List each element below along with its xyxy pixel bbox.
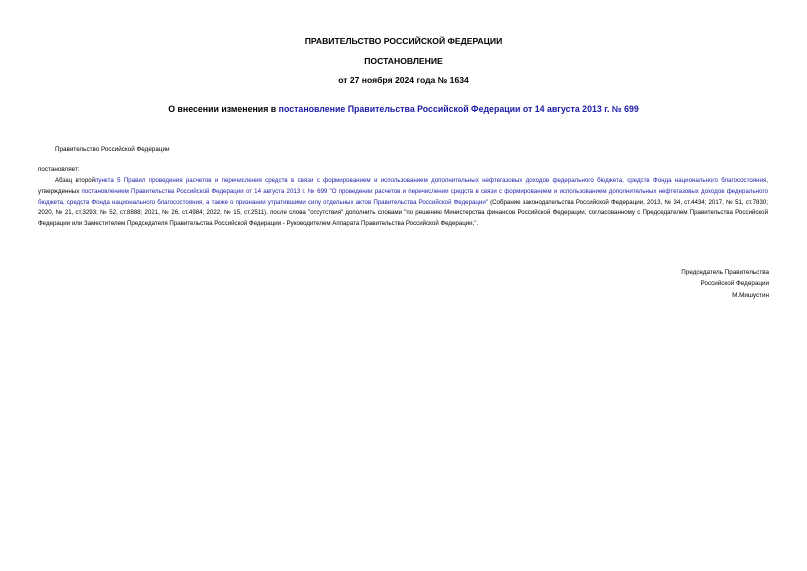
- date-number-heading: от 27 ноября 2024 года № 1634: [338, 75, 469, 85]
- subject-heading: [0, 104, 807, 115]
- issuer-text: Правительство Российской Федерации: [55, 146, 170, 153]
- amended-decree-link[interactable]: постановление Правительства Российской Федерации от 14 августа 2013 г. № 699: [278, 104, 639, 114]
- amendment-paragraph: [38, 176, 768, 230]
- government-heading: ПРАВИТЕЛЬСТВО РОССИЙСКОЙ ФЕДЕРАЦИИ: [304, 36, 503, 46]
- source-decree-link[interactable]: постановлением Правительства Российской Федерации от 14 августа 2013 г. № 699 "О проведении расчетов и перечислении средств в связи с формированием и использованием дополнительных нефтегазовых доходов федерального бюджета, средств Фонда национального благосостояния, а также о признании утратившими силу отдельных актов Правительства Российской Федерации": [38, 187, 768, 206]
- paragraph-mid: , утвержденных: [38, 177, 768, 195]
- signature-position-line1: Председатель Правительства: [681, 269, 769, 276]
- signature-block: [681, 267, 769, 301]
- document-type-heading: ПОСТАНОВЛЕНИЕ: [364, 56, 443, 66]
- paragraph-start: Абзац второй: [55, 177, 96, 184]
- signature-position-line2: Российской Федерации: [700, 280, 769, 288]
- signature-name: М.Мишустин: [732, 291, 769, 299]
- subject-prefix: О внесении изменения в: [168, 104, 279, 114]
- paragraph-end: (Собрание законодательства Российской Федерации, 2013, № 34, ст.4434; 2017, № 51, ст.7830; 2020, № 21, ст.3293; № 52, ст.8888; 2021, № 26, ст.4984; 2022, № 15, ст.2511), после слова "отсутствия" дополнить словами "по решению Министерства финансов Российской Федерации, согласованному с Председателем Правительства Российской Федерации или Заместителем Председателя Правительства Российской Федерации - Руководителем Аппарата Правительства Российской Федерации,".: [38, 198, 768, 228]
- rules-clause-link[interactable]: пункта 5 Правил проведения расчетов и перечисления средств в связи с формированием и использованием дополнительных нефтегазовых доходов федерального бюджета, средств Фонда национального благосостояния: [95, 177, 767, 184]
- resolves-text: постановляет:: [38, 166, 80, 173]
